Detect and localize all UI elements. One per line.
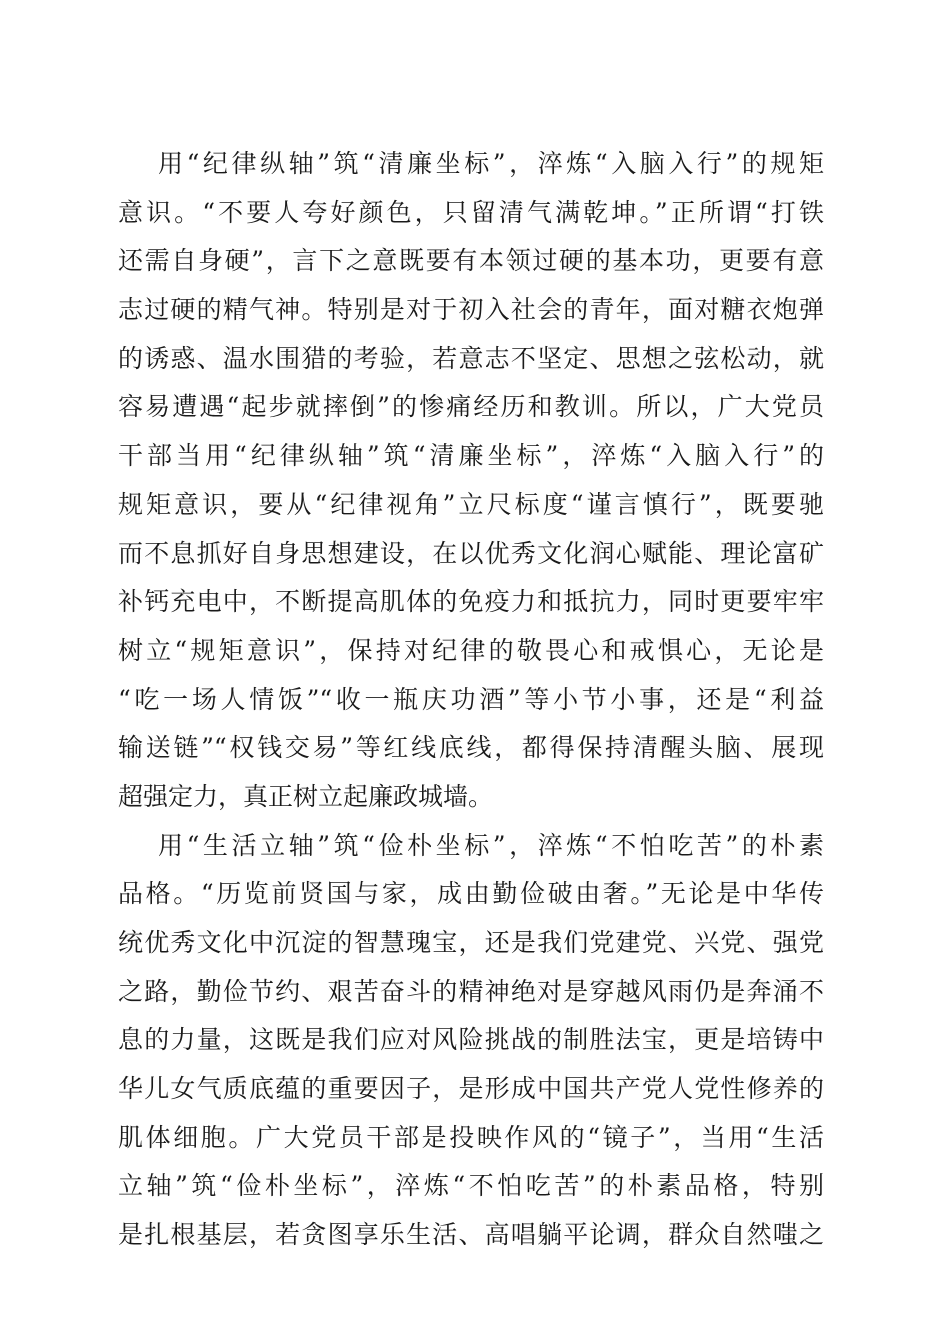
text-line: 肌体细胞。广大党员干部是投映作风的“镜子”，当用“生活 (118, 1122, 824, 1152)
text-line: 华儿女气质底蕴的重要因子，是形成中国共产党人党性修养的 (118, 1074, 824, 1104)
text-line: 用“纪律纵轴”筑“清廉坐标”，淬炼“入脑入行”的规矩 (158, 149, 824, 178)
text-line: 还需自身硬”，言下之意既要有本领过硬的基本功，更要有意 (118, 246, 824, 276)
text-line: 树立“规矩意识”，保持对纪律的敬畏心和戒惧心，无论是 (118, 635, 824, 665)
text-line: 统优秀文化中沉淀的智慧瑰宝，还是我们党建党、兴党、强党 (118, 928, 824, 957)
text-line: 用“生活立轴”筑“俭朴坐标”，淬炼“不怕吃苦”的朴素 (158, 830, 824, 860)
text-line: 而不息抓好自身思想建设，在以优秀文化润心赋能、理论富矿 (118, 538, 824, 568)
text-line: 的诱惑、温水围猎的考验，若意志不坚定、思想之弦松动，就 (118, 343, 824, 373)
text-line: 补钙充电中，不断提高肌体的免疫力和抵抗力，同时更要牢牢 (118, 587, 824, 617)
text-line: 志过硬的精气神。特别是对于初入社会的青年，面对糖衣炮弹 (118, 295, 824, 325)
text-line: 容易遭遇“起步就摔倒”的惨痛经历和教训。所以，广大党员 (118, 392, 824, 422)
text-line: 超强定力，真正树立起廉政城墙。 (118, 781, 494, 811)
paragraph-discipline (118, 140, 824, 822)
text-line: 输送链”“权钱交易”等红线底线，都得保持清醒头脑、展现 (118, 733, 824, 763)
text-line: 品格。“历览前贤国与家，成由勤俭破由奢。”无论是中华传 (118, 879, 824, 909)
paragraph-frugality (118, 822, 824, 1260)
text-line: 是扎根基层，若贪图享乐生活、高唱躺平论调，群众自然嗤之 (118, 1220, 824, 1250)
text-line: 干部当用“纪律纵轴”筑“清廉坐标”，淬炼“入脑入行”的 (118, 441, 824, 471)
text-line: 之路，勤俭节约、艰苦奋斗的精神绝对是穿越风雨仍是奔涌不 (118, 976, 824, 1006)
text-line: 规矩意识，要从“纪律视角”立尺标度“谨言慎行”，既要驰 (118, 489, 824, 519)
text-line: “吃一场人情饭”“收一瓶庆功酒”等小节小事，还是“利益 (118, 684, 824, 714)
text-line: 立轴”筑“俭朴坐标”，淬炼“不怕吃苦”的朴素品格，特别 (118, 1171, 824, 1201)
text-line: 意识。“不要人夸好颜色，只留清气满乾坤。”正所谓“打铁 (118, 197, 824, 227)
document-body (118, 140, 824, 1260)
text-line: 息的力量，这既是我们应对风险挑战的制胜法宝，更是培铸中 (118, 1025, 824, 1055)
